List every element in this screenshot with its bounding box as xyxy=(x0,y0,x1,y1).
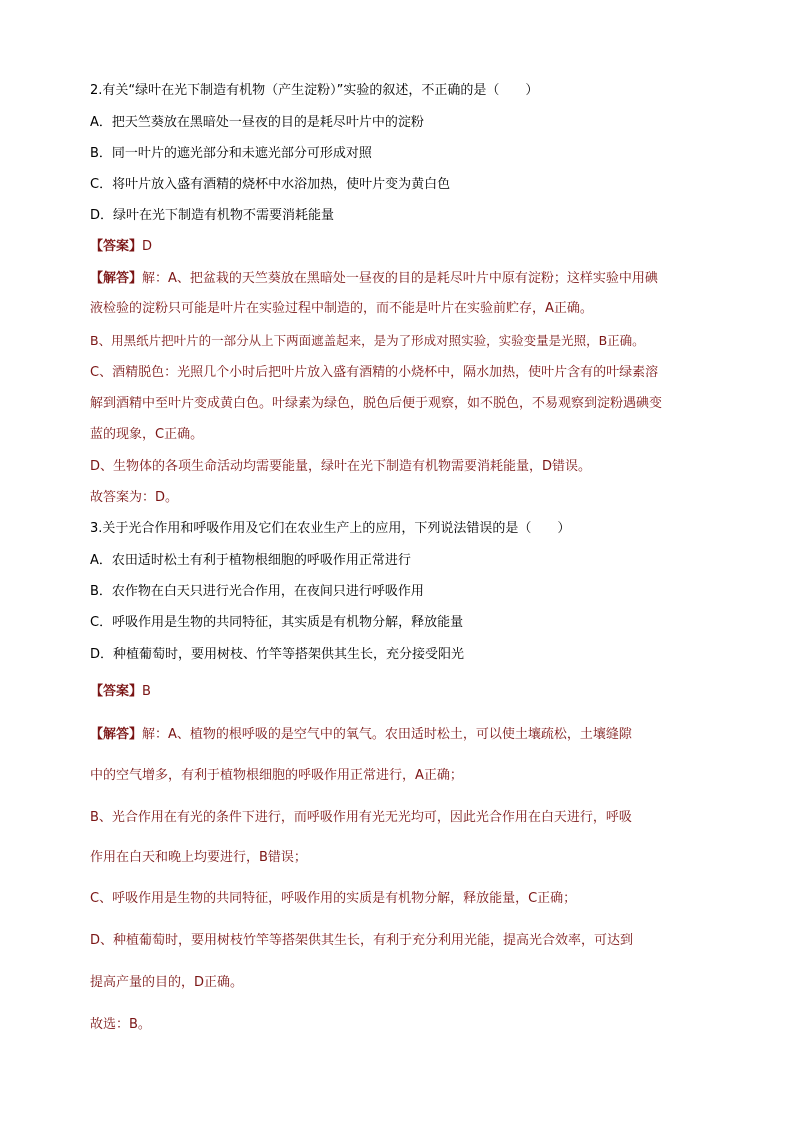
question-3-analysis-line-2: 中的空气增多，有利于植物根细胞的呼吸作用正常进行，A正确； xyxy=(90,768,463,783)
question-3-analysis-line-7: 提高产量的目的，D正确。 xyxy=(90,975,244,990)
question-2-option-d: D．绿叶在光下制造有机物不需要消耗能量 xyxy=(90,208,335,223)
analysis-tag: 【解答】 xyxy=(90,271,143,286)
question-2-analysis-line-1: 【解答】解：A、把盆栽的天竺葵放在黑暗处一昼夜的目的是耗尽叶片中原有淀粉；这样实验中用碘 xyxy=(90,271,658,286)
question-3-option-d: D．种植葡萄时，要用树枝、竹竿等搭架供其生长，充分接受阳光 xyxy=(90,647,465,662)
question-2-analysis-line-3: B、用黑纸片把叶片的一部分从上下两面遮盖起来，是为了形成对照实验，实验变量是光照，B正确。 xyxy=(90,333,645,348)
question-3-option-a: A．农田适时松土有利于植物根细胞的呼吸作用正常进行 xyxy=(90,553,411,568)
question-3-analysis-line-5: C、呼吸作用是生物的共同特征，呼吸作用的实质是有机物分解，释放能量，C正确； xyxy=(90,891,577,906)
question-3-analysis-line-1: 【解答】解：A、植物的根呼吸的是空气中的氧气。农田适时松土，可以使土壤疏松，土壤缝隙 xyxy=(90,727,632,742)
question-2-conclusion: 故答案为：D。 xyxy=(90,490,179,505)
question-2-answer xyxy=(90,238,720,256)
question-3-analysis-line-6: D、种植葡萄时，要用树枝竹竿等搭架供其生长，有利于充分利用光能，提高光合效率，可达到 xyxy=(90,933,634,948)
question-3-conclusion: 故选：B。 xyxy=(90,1017,151,1032)
question-2-analysis-line-5: 解到酒精中至叶片变成黄白色。叶绿素为绿色，脱色后便于观察，如不脱色，不易观察到淀粉遇碘变 xyxy=(90,396,663,411)
question-2-analysis-line-7: D、生物体的各项生命活动均需要能量，绿叶在光下制造有机物需要消耗能量，D错误。 xyxy=(90,459,592,474)
question-3-stem: 3.关于光合作用和呼吸作用及它们在农业生产上的应用，下列说法错误的是（ ） xyxy=(90,521,571,536)
question-3-answer xyxy=(90,683,720,701)
question-3-option-b: B．农作物在白天只进行光合作用，在夜间只进行呼吸作用 xyxy=(90,584,424,599)
question-3-analysis-line-4: 作用在白天和晚上均要进行，B错误； xyxy=(90,850,307,865)
question-2-analysis-line-6: 蓝的现象，C正确。 xyxy=(90,427,204,442)
question-2-option-a: A．把天竺葵放在黑暗处一昼夜的目的是耗尽叶片中的淀粉 xyxy=(90,115,424,130)
question-2-option-b: B．同一叶片的遮光部分和未遮光部分可形成对照 xyxy=(90,146,372,161)
question-2-analysis-line-4: C、酒精脱色：光照几个小时后把叶片放入盛有酒精的小烧杯中，隔水加热，使叶片含有的叶绿素溶 xyxy=(90,365,659,380)
answer-tag: 【答案】 xyxy=(90,684,143,699)
answer-value: D xyxy=(142,239,153,254)
question-2-analysis-line-2: 液检验的淀粉只可能是叶片在实验过程中制造的，而不能是叶片在实验前贮存，A正确。 xyxy=(90,301,593,316)
question-2-stem: 2.有关“绿叶在光下制造有机物（产生淀粉）”实验的叙述，不正确的是（ ） xyxy=(90,83,539,98)
answer-tag: 【答案】 xyxy=(90,239,143,254)
analysis-tag: 【解答】 xyxy=(90,727,143,742)
question-3-option-c: C．呼吸作用是生物的共同特征，其实质是有机物分解，释放能量 xyxy=(90,615,464,630)
question-2-option-c: C．将叶片放入盛有酒精的烧杯中水浴加热，使叶片变为黄白色 xyxy=(90,177,451,192)
answer-value: B xyxy=(142,684,151,699)
question-3-analysis-line-3: B、光合作用在有光的条件下进行，而呼吸作用有光无光均可，因此光合作用在白天进行，呼吸 xyxy=(90,810,632,825)
